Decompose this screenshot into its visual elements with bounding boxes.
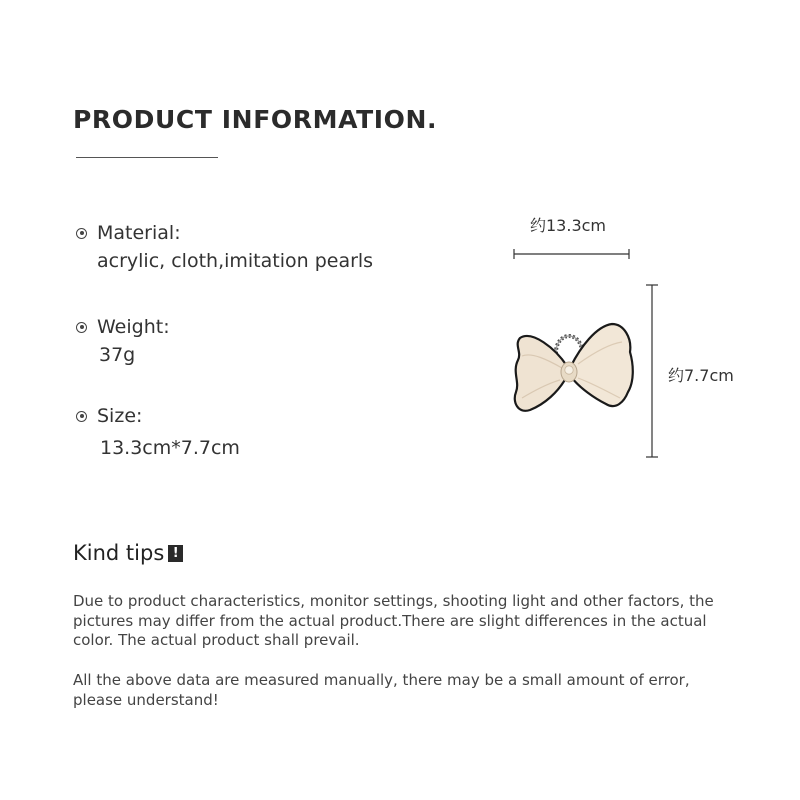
- kind-tips-title: [73, 541, 183, 565]
- bow-hair-clip-image: [515, 324, 633, 411]
- size-value: 13.3cm*7.7cm: [100, 437, 240, 459]
- height-dimension-label: 约7.7cm: [668, 366, 734, 385]
- tips-paragraph-1: Due to product characteristics, monitor settings, shooting light and other factors, the pictures may differ from the actual product.There are slight differences in the actual color. The actual product shall prevail.: [73, 592, 714, 649]
- tips-paragraph-2: All the above data are measured manually, there may be a small amount of error, please understand!: [73, 671, 690, 709]
- width-dimension-line: [514, 249, 629, 259]
- material-value: acrylic, cloth,imitation pearls: [97, 250, 374, 272]
- material-label: Material:: [97, 222, 181, 244]
- exclamation-icon: !: [168, 545, 183, 562]
- width-dimension-label: 约13.3cm: [530, 216, 607, 235]
- kind-tips-label: Kind tips: [73, 541, 165, 565]
- size-label: Size:: [97, 405, 143, 427]
- weight-value: 37g: [99, 344, 136, 366]
- height-dimension-line: [646, 285, 658, 457]
- weight-label: Weight:: [97, 316, 170, 338]
- page-title: PRODUCT INFORMATION.: [73, 105, 438, 134]
